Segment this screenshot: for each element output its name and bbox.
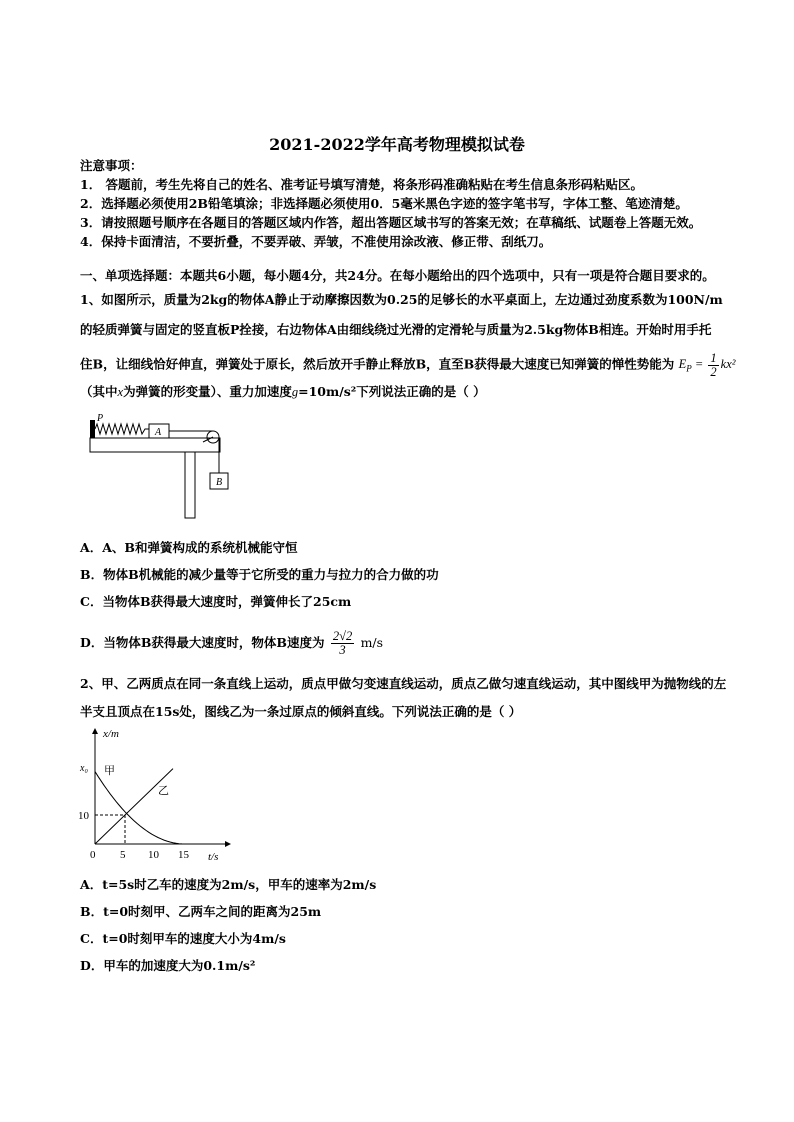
q1-text-line-3-text: 住B，让细线恰好伸直，弹簧处于原长，然后放开手静止释放B，直至B获得最大速度已知弹簧的惮性势能为 [80, 356, 675, 372]
q2-xt-chart [70, 724, 240, 869]
table-leg [185, 452, 195, 518]
x-tick-15: 15 [178, 849, 189, 861]
q1-option-d: D．当物体B获得最大速度时，物体B速度为 $\frac{2√2}{3}$ m/s [80, 629, 384, 657]
q1-figure [85, 408, 245, 523]
block-a-label: A [155, 427, 162, 438]
notice-item-4: 4．保持卡面清洁，不要折叠，不要弄破、弄皱，不准使用涂改液、修正带、刮纸刀。 [80, 234, 552, 249]
table-top [90, 438, 220, 452]
x-tick-10: 10 [148, 849, 159, 861]
x-axis-label: t/s [208, 851, 219, 863]
y-tick-10: 10 [78, 810, 89, 822]
q2-option-a: A．t=5s时乙车的速度为2m/s，甲车的速率为2m/s [80, 877, 377, 892]
q1-option-c: C．当物体B获得最大速度时，弹簧伸长了25cm [80, 594, 352, 609]
q2-text-line-1: 2、甲、乙两质点在同一条直线上运动，质点甲做匀变速直线运动，质点乙做匀速直线运动，其中图线甲为抛物线的左 [80, 676, 727, 691]
board-p-label: P [97, 413, 104, 424]
board-p [90, 420, 95, 438]
notice-item-2: 2．选择题必须使用2B铅笔填涂；非选择题必须使用0．5毫米黑色字迹的签字笔书写，字体工整、笔迹清楚。 [80, 196, 688, 211]
block-b-label: B [216, 477, 223, 488]
q1-text-line-3 [80, 352, 735, 379]
x-tick-5: 5 [120, 849, 126, 861]
y-axis-label: x/m [103, 728, 119, 740]
energy-formula: $E_P$ = $\frac{1}{2}$ kx² [678, 351, 736, 379]
y-tick-x0: x₀ [80, 763, 88, 774]
q1-text-line-2: 的轻质弹簧与固定的竖直板P拴接，右边物体A由细线绕过光滑的定滑轮与质量为2.5kg物体B相连。开始时用手托 [80, 322, 712, 337]
speed-fraction: $\frac{2√2}{3}$ [332, 629, 353, 657]
q2-option-d: D．甲车的加速度大为0.1m/s² [80, 958, 256, 973]
series-yi-line [95, 769, 173, 844]
x-tick-0: 0 [90, 849, 96, 861]
spring [95, 424, 149, 434]
q2-text-line-2: 半支且顶点在15s处，图线乙为一条过原点的倾斜直线。下列说法正确的是（ ） [80, 704, 522, 719]
section-heading: 一、单项选择题：本题共6小题，每小题4分，共24分。在每小题给出的四个选项中，只有一项是符合题目要求的。 [80, 268, 715, 283]
page-title: 2021-2022学年高考物理模拟试卷 [269, 135, 525, 154]
series-label-jia: 甲 [104, 765, 115, 777]
q1-text-line-1: 1、如图所示，质量为2kg的物体A静止于动摩擦因数为0.25的足够长的水平桌面上，左边通过劲度系数为100N/m [80, 292, 723, 307]
series-label-yi: 乙 [158, 785, 169, 797]
q2-option-c: C．t=0时刻甲车的速度大小为4m/s [80, 931, 286, 946]
series-jia-curve [95, 772, 185, 845]
q1-option-a: A．A、B和弹簧构成的系统机械能守恒 [80, 540, 298, 555]
q2-option-b: B．t=0时刻甲、乙两车之间的距离为25m [80, 904, 322, 919]
notice-heading: 注意事项： [80, 158, 143, 173]
notice-item-1: 1． 答题前，考生先将自己的姓名、准考证号填写清楚，将条形码准确粘贴在考生信息条形码粘贴区。 [80, 177, 644, 192]
q1-option-b: B．物体B机械能的减少量等于它所受的重力与拉力的合力做的功 [80, 567, 439, 582]
q1-text-line-4: （其中x为弹簧的形变量）、重力加速度g=10m/s²下列说法正确的是（ ） [80, 384, 486, 399]
notice-item-3: 3．请按照题号顺序在各题目的答题区域内作答，超出答题区域书写的答案无效；在草稿纸、试题卷上答题无效。 [80, 215, 702, 230]
